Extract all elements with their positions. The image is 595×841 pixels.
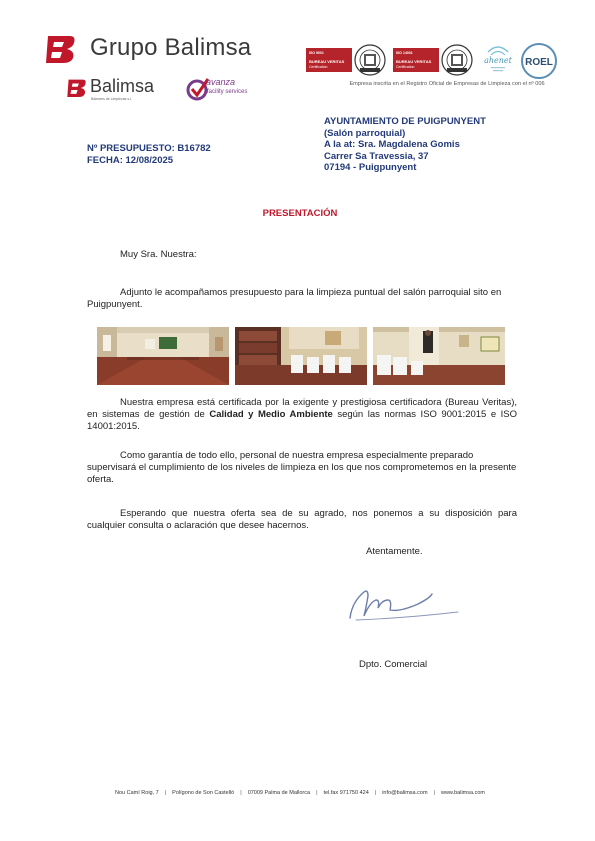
- hall-photo-3: [373, 327, 505, 385]
- paragraph-certification: [87, 397, 517, 432]
- recipient-line: (Salón parroquial): [324, 127, 406, 139]
- iso-9001-badge: [306, 44, 388, 76]
- footer: [0, 790, 595, 796]
- footer-separator: |: [164, 790, 167, 796]
- footer-city: 07009 Palma de Mallorca: [247, 790, 311, 796]
- paragraph-intro: Adjunto le acompañamos presupuesto para la limpieza puntual del salón parroquial sito en Puigpunyent.: [87, 287, 502, 310]
- ahenet-logo-icon: [480, 42, 516, 78]
- footer-separator: |: [374, 790, 377, 796]
- paragraph-closing: Esperando que nuestra oferta sea de su agrado, nos ponemos a su disposición para cualquier consulta o aclaración que desee hacernos.: [87, 508, 517, 531]
- budget-number: Nº PRESUPUESTO: B16782: [87, 143, 211, 154]
- footer-email-link[interactable]: info@balimsa.com: [382, 790, 428, 796]
- footer-phone: tel.fax 971750 424: [323, 790, 369, 796]
- sub-brand-name: Balimsa: [90, 76, 155, 96]
- bureau-veritas-seal-icon: [441, 44, 473, 76]
- sub-brand-tagline: Baleares de Limpiezas s.l.: [91, 97, 132, 101]
- cert-code: ISO 14001: [396, 51, 413, 55]
- roel-logo-icon: [520, 42, 558, 80]
- balimsa-small-logo-icon: [66, 78, 88, 98]
- footer-area: Polígono de Son Castelló: [172, 790, 235, 796]
- bureau-veritas-seal-icon: [354, 44, 386, 76]
- paragraph-text: según las normas ISO 9001:2015 e ISO 14001:2015.: [87, 408, 517, 432]
- cert-type: Certification: [309, 65, 328, 69]
- paragraph-text: Nuestra empresa está certificada por la exigente y prestigiosa certificadora (Bureau Veritas), en sistemas de gestión de: [87, 397, 517, 420]
- balimsa-logo-icon: [44, 34, 78, 64]
- budget-block: [87, 143, 287, 166]
- recipient-line: 07194 - Puigpunyent: [324, 162, 417, 174]
- recipient-line: A la at: Sra. Magdalena Gomis: [324, 139, 460, 151]
- partner-tagline: facility services: [207, 89, 248, 95]
- recipient-line: AYUNTAMIENTO DE PUIGPUNYENT: [324, 116, 486, 127]
- cert-code: ISO 9001: [309, 51, 324, 55]
- signature: [346, 584, 462, 624]
- footer-separator: |: [316, 790, 318, 796]
- cert-issuer: BUREAU VERITAS: [396, 59, 432, 64]
- recipient-block: [324, 116, 564, 174]
- iso-14001-badge: [393, 44, 475, 76]
- closing-salutation: Atentamente.: [366, 546, 423, 557]
- footer-address: Nou Camí Roig, 7: [115, 790, 159, 796]
- ahenet-label: ahenet: [484, 56, 512, 65]
- hall-photo-1: [97, 327, 229, 385]
- hall-photo-2: [235, 327, 367, 385]
- paragraph-guarantee: Como garantía de todo ello, personal de nuestra empresa especialmente preparado supervisará el cumplimiento de los niveles de limpieza en los que nos comprometemos en la presente oferta.: [87, 450, 517, 485]
- recipient-line: Carrer Sa Travessia, 37: [324, 150, 429, 162]
- footer-website-link[interactable]: www.balimsa.com: [440, 790, 485, 796]
- registry-notice: Empresa inscrita en el Registro Oficial de Empresas de Limpieza con el nº 006: [349, 81, 545, 87]
- grupo-balimsa-logo: [44, 32, 284, 66]
- roel-label: ROEL: [525, 57, 553, 68]
- section-title: PRESENTACIÓN: [262, 208, 338, 219]
- department-signature: Dpto. Comercial: [359, 659, 428, 670]
- budget-date: FECHA: 12/08/2025: [87, 154, 174, 166]
- avanza-logo: [186, 76, 266, 104]
- balimsa-logo: [66, 76, 176, 104]
- cert-type: Certification: [396, 65, 415, 69]
- partner-name: avanza: [206, 77, 236, 87]
- cert-issuer: BUREAU VERITAS: [309, 59, 345, 64]
- quality-emphasis: Calidad y Medio Ambiente: [209, 408, 333, 420]
- footer-separator: |: [240, 790, 242, 796]
- footer-separator: |: [433, 790, 435, 796]
- salutation: Muy Sra. Nuestra:: [120, 249, 197, 260]
- brand-name: Grupo Balimsa: [90, 34, 252, 61]
